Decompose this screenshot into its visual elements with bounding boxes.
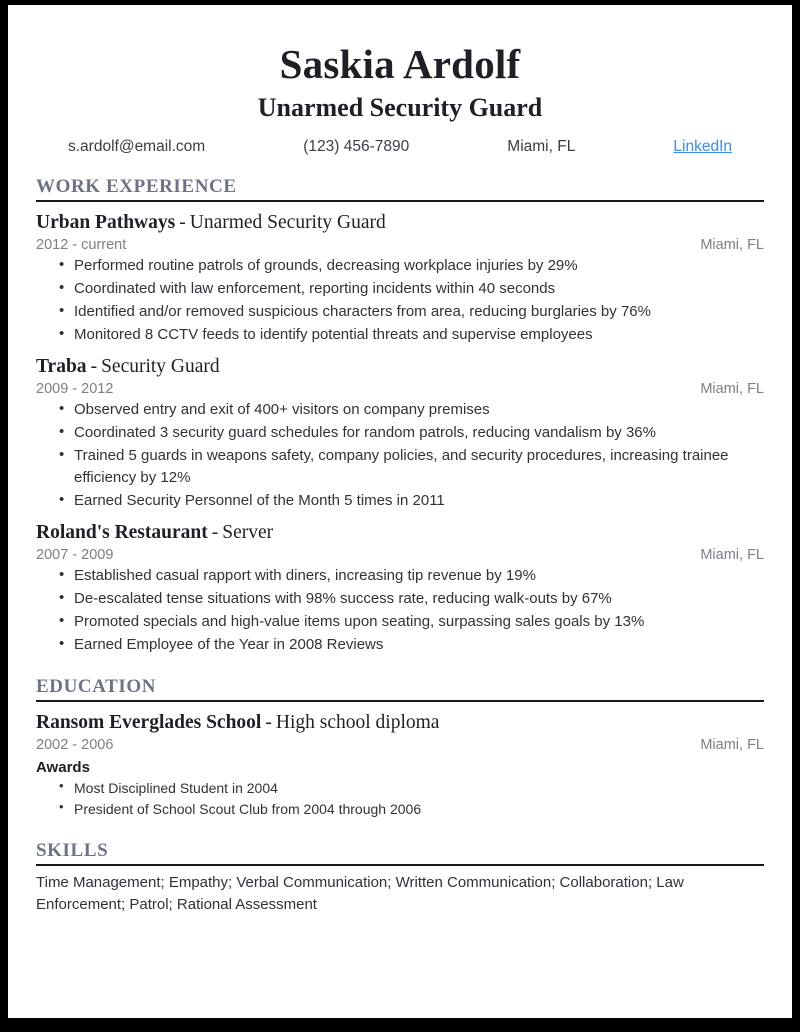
work-entry-location: Miami, FL [700,237,764,254]
bullet-item: • Promoted specials and high-value items upon seating, surpassing sales goals by 13% [72,611,764,633]
work-entry [36,355,764,512]
work-entry-separator: - [211,521,219,543]
work-entry-heading [36,355,764,379]
candidate-headline: Unarmed Security Guard [257,93,543,123]
contact-phone[interactable]: (123) 456-7890 [303,138,410,156]
contact-linkedin-link[interactable]: LinkedIn [673,138,732,156]
work-entry [36,521,764,656]
education-entry-school: Ransom Everglades School [36,711,262,733]
education-awards-label: Awards [36,759,90,777]
bullet-item: • Coordinated with law enforcement, reporting incidents within 40 seconds [72,278,764,300]
work-entry-role: Security Guard [101,355,220,377]
bullet-item: • Coordinated 3 security guard schedules for random patrols, reducing vandalism by 36% [72,422,764,444]
contact-email[interactable]: s.ardolf@email.com [68,138,206,156]
education-entry-separator: - [265,711,272,733]
work-entry-separator: - [179,212,186,234]
bullet-item: • Earned Employee of the Year in 2008 Reviews [72,634,764,656]
work-entry-organization: Roland's Restaurant [36,521,208,543]
bullet-item: • Most Disciplined Student in 2004 [72,778,764,798]
work-entry [36,211,764,346]
work-entry-organization: Traba [36,355,87,377]
work-entry-location: Miami, FL [700,547,764,564]
work-entry-organization: Urban Pathways [36,212,176,234]
section-divider-education [36,700,764,702]
work-entry-dates: 2012 - current [36,237,127,254]
section-skills [36,840,764,917]
bullet-item: • Performed routine patrols of grounds, decreasing workplace injuries by 29% [72,255,764,277]
education-entry [36,711,764,820]
work-entry-dates: 2009 - 2012 [36,381,114,398]
work-entry-bullets [36,399,764,511]
education-awards-list [36,778,764,820]
work-entry-heading [36,521,764,545]
section-education [36,676,764,820]
work-entry-meta [36,381,764,397]
work-entry-heading [36,211,764,235]
section-title-skills: SKILLS [36,839,109,861]
candidate-name: Saskia Ardolf [279,41,521,87]
work-entry-role: Server [222,521,274,543]
work-entry-dates: 2007 - 2009 [36,547,114,564]
contact-row [36,138,764,156]
bullet-item: • Observed entry and exit of 400+ visitors on company premises [72,399,764,421]
work-entry-meta [36,237,764,253]
work-entry-meta [36,547,764,563]
bullet-item: • Monitored 8 CCTV feeds to identify potential threats and supervise employees [72,324,764,346]
education-entry-meta [36,737,764,753]
education-entry-heading [36,711,764,735]
education-entry-location: Miami, FL [700,737,764,754]
section-divider-skills [36,864,764,866]
bullet-item: • De-escalated tense situations with 98% success rate, reducing walk-outs by 67% [72,588,764,610]
section-divider-work [36,200,764,202]
work-entry-role: Unarmed Security Guard [189,212,386,234]
skills-list: Time Management; Empathy; Verbal Communication; Written Communication; Collaboration; Law Enforcement; Patrol; Rational Assessment [36,873,684,914]
bullet-item: • Earned Security Personnel of the Month 5 times in 2011 [72,490,764,512]
contact-location: Miami, FL [507,138,576,156]
bullet-item: • Trained 5 guards in weapons safety, company policies, and security procedures, increasing trainee efficiency by 12% [72,445,764,489]
education-entry-degree: High school diploma [275,711,440,733]
education-entry-dates: 2002 - 2006 [36,737,114,754]
section-title-education: EDUCATION [36,675,157,697]
bullet-item: • President of School Scout Club from 2004 through 2006 [72,799,764,819]
work-entry-bullets [36,255,764,346]
work-entry-bullets [36,565,764,656]
section-title-work: WORK EXPERIENCE [36,176,237,198]
bullet-item: • Identified and/or removed suspicious characters from area, reducing burglaries by 76% [72,301,764,323]
section-work-experience [36,176,764,656]
work-entry-location: Miami, FL [700,381,764,398]
work-entry-separator: - [90,355,98,377]
resume-page [8,5,792,1018]
bullet-item: • Established casual rapport with diners, increasing tip revenue by 19% [72,565,764,587]
